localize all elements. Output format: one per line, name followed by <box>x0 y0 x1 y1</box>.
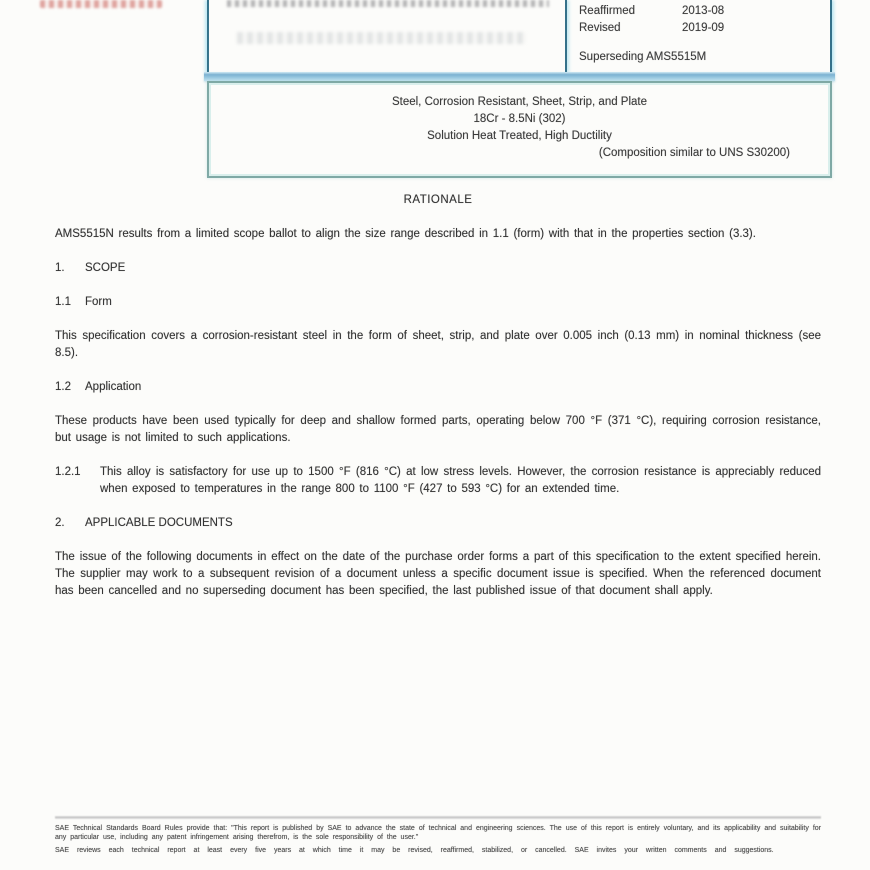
section-2-title: APPLICABLE DOCUMENTS <box>85 517 233 529</box>
section-1-1-title: Form <box>85 296 112 308</box>
title-line-2: 18Cr - 8.5Ni (302) <box>473 113 566 125</box>
title-line-3: Solution Heat Treated, High Ductility <box>427 130 612 142</box>
section-1-2-number: 1.2 <box>55 381 71 393</box>
sae-logo-remnant-icon <box>40 0 162 8</box>
document-body <box>55 192 821 617</box>
document-footer <box>55 816 821 859</box>
section-1-1-number: 1.1 <box>55 296 71 308</box>
section-1-2-heading <box>55 379 821 396</box>
reaffirmed-row <box>579 3 830 20</box>
application-paragraph: These products have been used typically for deep and shallow formed parts, operating below 700 °F (371 °C), requiring corrosion resistance, but usage is not limited to such applications. <box>55 415 821 444</box>
form-paragraph: This specification covers a corrosion-resistant steel in the form of sheet, strip, and plate over 0.005 inch (0.13 mm) in nominal thickness (see 8.5). <box>55 330 821 359</box>
spec-title-block <box>207 81 832 178</box>
composition-note: (Composition similar to UNS S30200) <box>598 147 790 159</box>
title-line-1: Steel, Corrosion Resistant, Sheet, Strip, and Plate <box>391 96 648 108</box>
revision-history-block <box>567 0 830 73</box>
reaffirmed-label: Reaffirmed <box>579 5 636 17</box>
section-1-2-1-paragraph <box>55 464 821 498</box>
revised-row <box>579 20 830 37</box>
section-1-title: SCOPE <box>85 262 126 274</box>
rationale-paragraph: AMS5515N results from a limited scope ballot to align the size range described in 1.1 (form) with that in the properties section (3.3). <box>55 228 756 240</box>
reaffirmed-date: 2013-08 <box>682 5 725 17</box>
section-1-heading <box>55 260 821 277</box>
section-1-2-title: Application <box>85 381 142 393</box>
section-1-1-heading <box>55 294 821 311</box>
header-middle-cell <box>209 0 567 73</box>
superseding-note: Superseding AMS5515M <box>579 51 707 63</box>
section-1-number: 1. <box>55 262 65 274</box>
footer-rule <box>55 816 821 819</box>
clipped-header-text-remnant <box>227 0 549 7</box>
header-divider-band <box>204 72 835 81</box>
footer-disclaimer-paragraph: SAE Technical Standards Board Rules provide that: "This report is published by SAE to advance the state of technical and engineering sciences. The use of this report is entirely voluntary, and its applicability and suitability for any particular use, including any patent infringement arising therefrom, is the sole responsibility of the user." <box>55 825 821 841</box>
section-1-2-1-text: This alloy is satisfactory for use up to 1500 °F (816 °C) at low stress levels. However, the corrosion resistance is appreciably reduced when exposed to temperatures in the range 800 to 1100 °F (427 to 593 °C) for an extended time. <box>100 466 821 495</box>
revised-date: 2019-09 <box>682 22 725 34</box>
section-2-number: 2. <box>55 517 65 529</box>
faint-header-smudge <box>237 32 527 44</box>
rationale-heading: RATIONALE <box>403 194 473 206</box>
section-2-heading <box>55 515 821 532</box>
footer-review-paragraph: SAE reviews each technical report at least every five years at which time it may be revised, reaffirmed, stabilized, or cancelled. SAE invites your written comments and suggestions. <box>55 847 774 854</box>
revised-label: Revised <box>579 22 621 34</box>
section-1-2-1-number: 1.2.1 <box>55 466 81 478</box>
spec-header-table <box>207 0 832 73</box>
applicable-documents-paragraph: The issue of the following documents in effect on the date of the purchase order forms a part of this specification to the extent specified herein. The supplier may work to a subsequent revision of a document unless a specific document issue is specified. When the referenced document has been cancelled and no superseding document has been specified, the last published issue of that document shall apply. <box>55 551 821 597</box>
